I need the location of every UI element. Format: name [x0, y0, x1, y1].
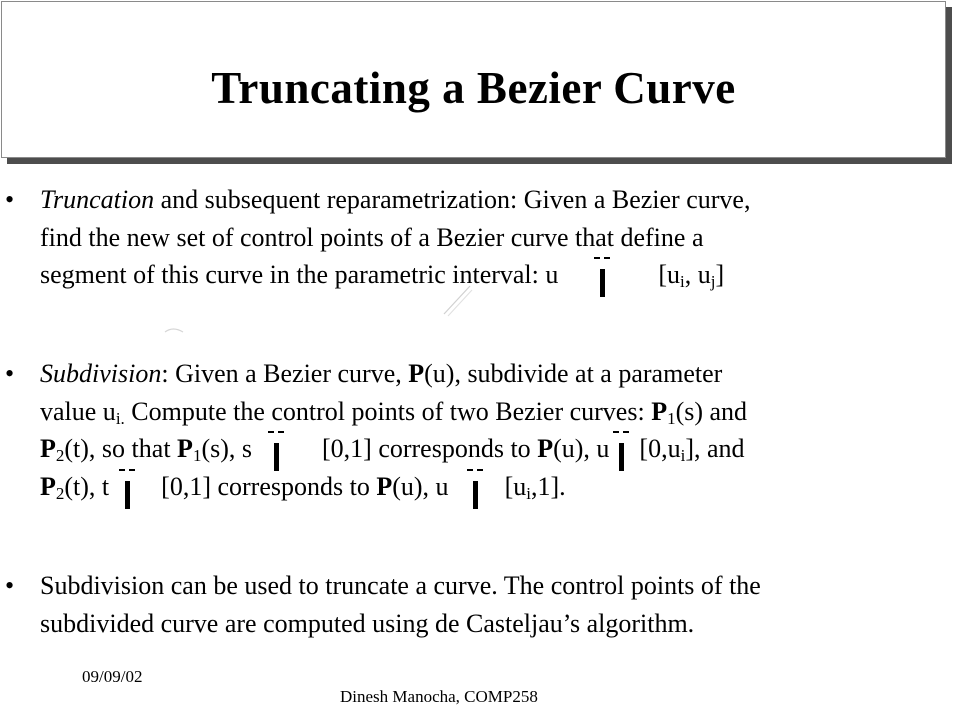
bullet2-line2: value $u_{i.}$ Compute the control points of two Bezier curves: $P_1(s)$ and: [40, 396, 748, 428]
bullet-dot: •: [5, 185, 15, 214]
bullet-subdivision: [5, 355, 940, 505]
bullet2-line4: $P_2(t)$, t [0,1] corresponds to P(u), u $[u_i,1]$.: [40, 468, 940, 506]
footer-author: Dinesh Manocha, COMP258: [340, 687, 538, 706]
bullet-truncation: [5, 181, 940, 294]
bullet2-line1: Subdivision: Given a Bezier curve, P(u), subdivide at a parameter: [40, 359, 723, 388]
scan-artifact-icon: [163, 326, 185, 336]
scan-artifact-icon: [440, 278, 476, 320]
bullet-dot: •: [5, 571, 15, 600]
element-of-icon: [266, 437, 292, 463]
element-of-icon: [465, 475, 491, 501]
title-box: [1, 1, 946, 158]
bullet3-line2: subdivided curve are computed using de Casteljau’s algorithm.: [40, 608, 695, 638]
footer-date: 09/09/02: [82, 667, 143, 686]
bullet1-line3: segment of this curve in the parametric interval: u [$u_i$, $u_j$]: [40, 256, 940, 294]
slide-title: Truncating a Bezier Curve: [211, 63, 736, 113]
bullet1-line1: Truncation and subsequent reparametrization: Given a Bezier curve,: [40, 185, 751, 214]
element-of-icon: [117, 475, 143, 501]
element-of-icon: [592, 263, 618, 289]
bullet2-line3: $P_2(t)$, so that $P_1(s)$, s [0,1] corresponds to P(u), u $[0,u_i]$, and: [40, 430, 940, 468]
bullet1-line2: find the new set of control points of a Bezier curve that define a: [40, 222, 704, 252]
element-of-icon: [611, 437, 637, 463]
bullet3-line1: Subdivision can be used to truncate a curve. The control points of the: [40, 571, 761, 600]
bullet-casteljau: [5, 567, 940, 642]
bullet-dot: •: [5, 359, 15, 388]
